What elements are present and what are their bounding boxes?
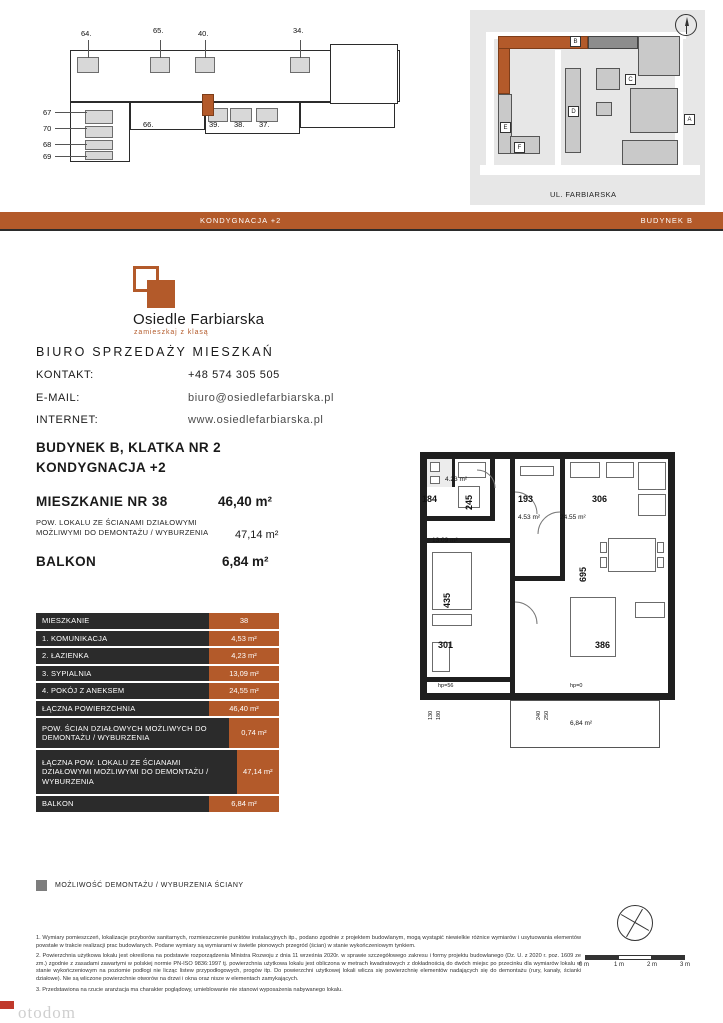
watermark [0,1001,150,1023]
key-plan-unit-69 [85,151,113,160]
key-plan-unit-64 [77,57,99,73]
heading-balcony: BALKON [36,554,97,569]
plan-dim-306: 306 [592,494,608,504]
site-tag-e: E [500,122,511,133]
table-row [36,701,279,717]
key-plan-label-40: 40. [198,29,209,38]
plan-door-swings [410,452,685,712]
plan-dim-245: 245 [464,494,474,510]
plan-dim-130: 130 [428,710,434,720]
key-plan-unit-67 [85,110,113,124]
plan-dim-184: 184 [422,494,438,504]
key-plan-label-34: 34. [293,26,304,35]
contact-label-email: E-MAIL: [36,392,80,404]
watermark-bar-icon [0,1001,14,1009]
table-row [36,666,279,682]
scale-label-3: 3 m [680,962,691,968]
plan-dim-301: 301 [438,640,454,650]
key-plan-label-69: 69 [43,152,52,161]
site-street-label: UL. FARBIARSKA [550,190,617,199]
footnote-3: 3. Przedstawiona na rzucie aranżacja ma charakter poglądowy, umieblowanie nie stanowi wyposażenia nabywanego lokalu. [36,986,343,993]
key-plan-block-left2 [130,102,205,130]
table-cell-name: 4. POKÓJ Z ANEKSEM [36,683,209,699]
site-building-a [630,88,678,133]
table-cell-value: 4,53 m² [209,631,279,647]
site-tag-b: B [570,36,581,47]
key-plan-leader-8 [55,156,87,157]
table-row [36,796,279,812]
plan-dim-435: 435 [442,592,452,608]
legend-label: MOŻLIWOŚĆ DEMONTAŻU / WYBURZENIA ŚCIANY [55,882,244,889]
table-cell-value: 38 [209,613,279,629]
site-tag-a: A [684,114,695,125]
building-key-plan [30,14,450,199]
key-plan-unit-40 [195,57,215,73]
site-tag-f: F [514,142,525,153]
site-building-ne [638,36,680,76]
scale-label-2: 2 m [647,962,658,968]
plan-dim-695: 695 [578,566,588,582]
contact-label-website: INTERNET: [36,414,99,426]
heading-sub-label: POW. LOKALU ZE ŚCIANAMI DZIAŁOWYMI MOŻLIWYMI DO DEMONTAŻU / WYBURZENIA [36,518,209,537]
contact-label-phone: KONTAKT: [36,369,94,381]
key-plan-label-39: 39. [209,120,220,129]
plan-dim-250: 250 [544,710,550,720]
heading-apartment: MIESZKANIE NR 38 [36,494,168,509]
key-plan-leader-6 [55,128,87,129]
heading-floor: KONDYGNACJA +2 [36,460,167,475]
key-plan-highlight-apartment-38 [202,94,214,116]
contact-value-website[interactable]: www.osiedlefarbiarska.pl [188,414,324,426]
table-cell-value: 46,40 m² [209,701,279,717]
plan-dim-hp0: hp=0 [570,683,583,689]
key-plan-label-65: 65. [153,26,164,35]
logo-square-filled [147,280,175,308]
table-row [36,683,279,699]
key-plan-label-68: 68 [43,140,52,149]
table-row [36,750,279,794]
table-cell-name: BALKON [36,796,209,812]
table-row [36,631,279,647]
section-divider-bar [0,212,723,229]
table-cell-value: 47,14 m² [237,750,279,794]
scale-seg-2 [619,956,652,959]
footnotes [36,935,581,997]
scale-label-0: 0 m [579,962,590,968]
key-plan-leader-3 [205,40,206,58]
table-cell-name: ŁĄCZNA POW. LOKALU ZE ŚCIANAMI DZIAŁOWYMI MOŻLIWYMI DO DEMONTAŻU / WYBURZENIA [36,750,237,794]
heading-apartment-area: 46,40 m² [218,494,273,509]
key-plan-unit-65 [150,57,170,73]
key-plan-block-rightend [330,44,398,104]
site-tag-c: C [625,74,636,85]
table-cell-name: MIESZKANIE [36,613,209,629]
site-building-c [596,68,620,90]
apartment-floor-plan [410,452,685,792]
scale-seg-3 [652,956,684,959]
site-building-south [622,140,678,165]
plan-dim-193: 193 [518,494,534,504]
sales-office-title: BIURO SPRZEDAŻY MIESZKAŃ [36,345,275,359]
north-arrow-icon [617,905,653,941]
table-cell-value: 13,09 m² [209,666,279,682]
contact-value-email[interactable]: biuro@osiedlefarbiarska.pl [188,392,334,404]
legend [36,880,244,891]
site-tag-d: D [568,106,579,117]
table-cell-value: 24,55 m² [209,683,279,699]
compass-north-icon [675,14,697,36]
table-cell-name: 1. KOMUNIKACJA [36,631,209,647]
logo-tagline: zamieszkaj z klasą [134,329,209,336]
footnote-1: 1. Wymiary pomieszczeń, lokalizacje przyborów sanitarnych, rozmieszczenie punktów instalacyjnych itp., podano zgodnie z projektem budowlanym, mogą wystąpić niewielkie różnice wymiarów i usytuowania elementów powstałe w trakcie realizacji prac budowlanych. Podane wymiary są wymiarami w świetle pionowych przegród (ścian) w stanie wykończeniowym tynkiem. [36,935,581,949]
site-road-inner [555,50,561,165]
key-plan-leader-7 [55,144,87,145]
plan-dim-2455: 24.55 m² [560,514,586,521]
divider-rule [0,229,723,231]
site-building-small [596,102,612,116]
key-plan-label-64: 64. [81,29,92,38]
watermark-text: otodom [18,1003,76,1022]
scale-seg-1 [586,956,619,959]
table-row [36,648,279,664]
key-plan-label-66: 66. [143,120,154,129]
divider-building-label: BUDYNEK B [640,216,693,225]
plan-dim-386: 386 [595,640,611,650]
key-plan-label-38: 38. [234,120,245,129]
table-cell-name: 3. SYPIALNIA [36,666,209,682]
key-plan-block-right [300,102,395,128]
table-cell-name: 2. ŁAZIENKA [36,648,209,664]
footnote-2: 2. Powierzchnia użytkowa lokalu jest określona na podstawie rozporządzenia Ministra Rozwoju z dnia 11 września 2020r. w sprawie szczegółowego zakresu i formy projektu budowlanego (Dz. U. z 2020 r. poz. 1609 ze zm.) zgodnie z zasadami zawartymi w polskiej normie PN-ISO 9836:1997 tj. powierzchnia użytkowa lokalu jest obliczona w metrach kwadratowych z dokładnością do dwóch miejsc po przecinku dla wymiarów lokalu w stanie wykończeniowym na poziomie podłogi nie licząc listew przypodłogowych, progów itp. Do powierzchni użytkowej lokali wlicza się powierzchnię elementów nadających się do demontażu (rury, kanały, ścianki działowe). Nie są wliczone powierzchnie otworów na drzwi i okna oraz nisze w elementach zamykających. [36,953,581,982]
table-cell-name: POW. ŚCIAN DZIAŁOWYCH MOŻLIWYCH DO DEMONTAŻU / WYBURZENIA [36,718,229,748]
key-plan-unit-70 [85,126,113,138]
key-plan-leader-5 [55,112,87,113]
plan-dim-240: 240 [536,710,542,720]
contact-value-phone: +48 574 305 505 [188,369,280,381]
heading-building: BUDYNEK B, KLATKA NR 2 [36,440,222,455]
key-plan-label-37: 37. [259,120,270,129]
table-row [36,613,279,629]
site-road-main [480,165,700,175]
key-plan-unit-34 [290,57,310,73]
divider-floor-label: KONDYGNACJA +2 [200,216,282,225]
top-plans-area [0,0,723,212]
area-schedule-table [36,613,279,814]
table-cell-value: 6,84 m² [209,796,279,812]
plan-dim-180: 180 [436,710,442,720]
heading-sub-value: 47,14 m² [235,529,279,541]
site-road-west [486,32,494,172]
heading-balcony-value: 6,84 m² [222,554,269,569]
plan-dim-453: 4.53 m² [518,514,541,521]
plan-dim-423: 4.23 m² [445,476,468,483]
table-cell-value: 4,23 m² [209,648,279,664]
plan-balcony-area: 6,84 m² [570,720,593,727]
logo-name: Osiedle Farbiarska [133,311,265,328]
scale-bar-segments [585,955,685,960]
logo-mark-icon [133,266,175,308]
scale-label-1: 1 m [614,962,625,968]
plan-dim-1309: 13.09 m² [432,537,458,544]
key-plan-label-67: 67 [43,108,52,117]
key-plan-leader-2 [160,40,161,58]
site-building-b-top [588,36,638,49]
table-cell-value: 0,74 m² [229,718,279,748]
brand-logo [133,266,463,336]
legend-swatch-icon [36,880,47,891]
key-plan-leader-4 [300,40,301,58]
key-plan-label-70: 70 [43,124,52,133]
plan-dim-hp56: hp=56 [438,683,454,689]
key-plan-unit-68 [85,140,113,150]
table-row [36,718,279,748]
key-plan-leader-1 [88,40,89,58]
site-location-plan [470,10,705,205]
table-cell-name: ŁĄCZNA POWIERZCHNIA [36,701,209,717]
